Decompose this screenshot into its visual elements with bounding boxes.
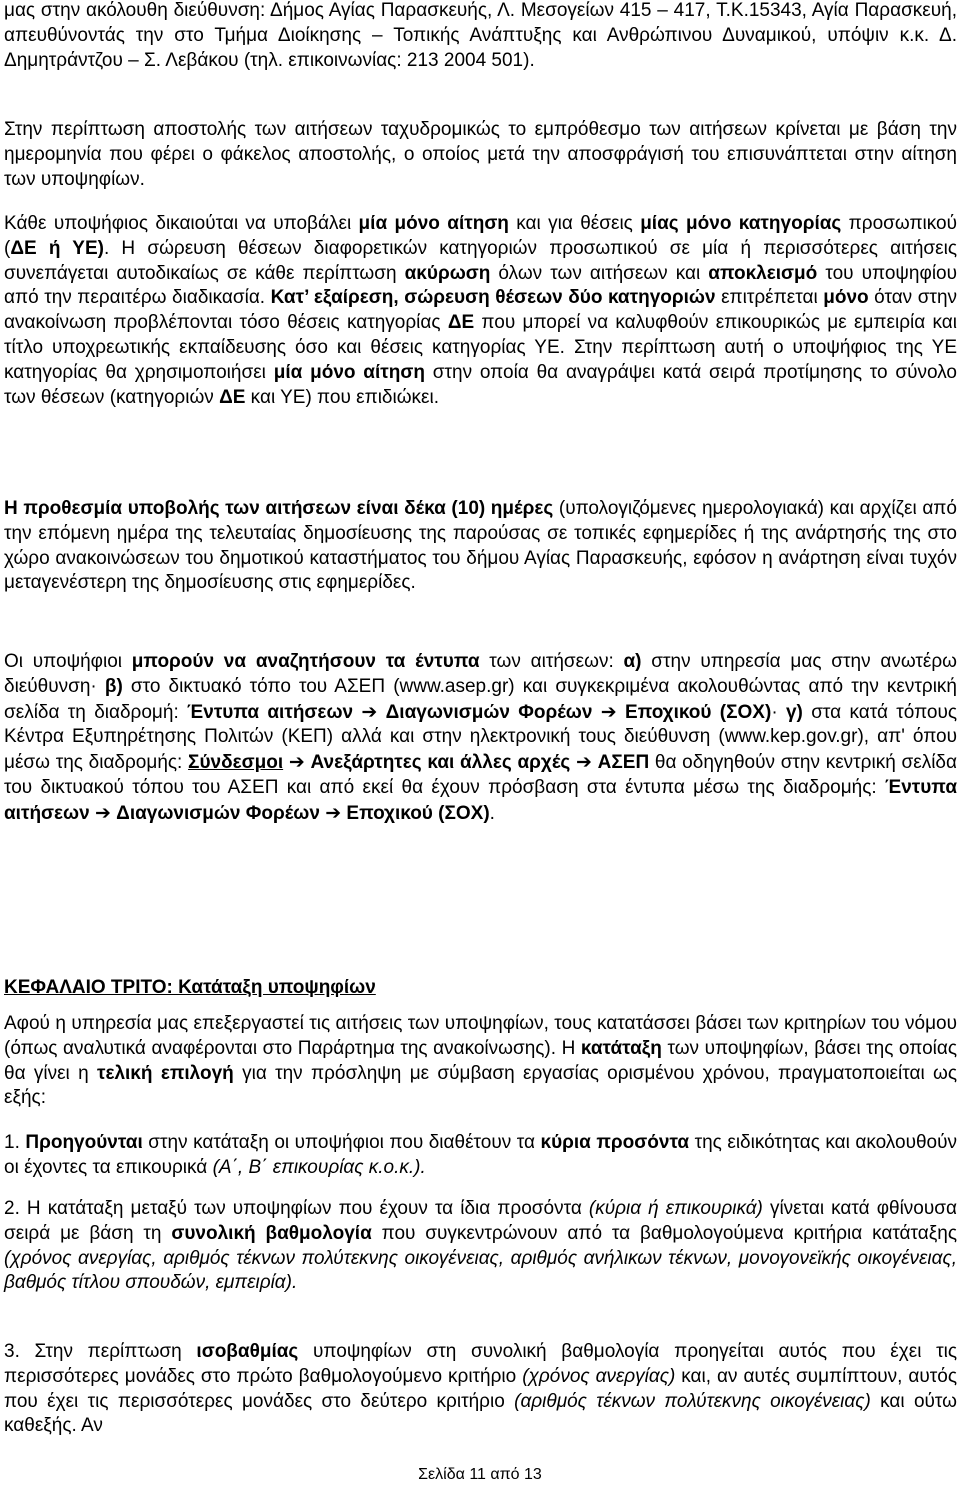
arrow-right-icon: ➔	[288, 751, 305, 774]
deadline-paragraph: Η προθεσμία υποβολής των αιτήσεων είναι δέκα (10) ημέρες (υπολογιζόμενες ημερολογιακά) και αρχίζει από την επόμενη ημέρα της τελευταίας δημοσίευσης της παρούσας σε τοπικές εφημερίδες ή της ανάρτησής της στο χώρο ανακοινώσεων του δημοτικού καταστήματος του δήμου Αγίας Παρασκευής, εφόσον η ανάρτηση είναι τυχόν μεταγενέστερη της δημοσίευσης στις εφημερίδες.	[4, 498, 957, 594]
arrow-right-icon: ➔	[600, 700, 617, 723]
arrow-right-icon: ➔	[94, 801, 111, 824]
chapter-heading: ΚΕΦΑΛΑΙΟ ΤΡΙΤΟ: Κατάταξη υποψηφίων	[4, 977, 376, 998]
forms-paragraph: Οι υποψήφιοι μπορούν να αναζητήσουν τα έντυπα των αιτήσεων: α) στην υπηρεσία μας στην ανωτέρω διεύθυνση· β) στο δικτυακό τόπο του ΑΣΕΠ (www.asep.gr) και συγκεκριμένα ακολουθώντας από την κεντρική σελίδα τη διαδρομή: Έντυπα αιτήσεων ➔ Διαγωνισμών Φορέων ➔ Εποχικού (ΣΟΧ)· γ) στα κατά τόπους Κέντρα Εξυπηρέτησης Πολιτών (ΚΕΠ) αλλά και στην ηλεκτρονική τους διεύθυνση (www.kep.gov.gr), απ' όπου μέσω της διαδρομής: Σύνδεσμοι ➔ Ανεξάρτητες και άλλες αρχές ➔ ΑΣΕΠ θα οδηγηθούν στην κεντρική σελίδα του δικτυακού τόπου του ΑΣΕΠ και από εκεί θα έχουν πρόσβαση στα έντυπα μέσω της διαδρομής: Έντυπα αιτήσεων ➔ Διαγωνισμών Φορέων ➔ Εποχικού (ΣΟΧ).	[4, 651, 958, 824]
ranking-item-2: 2. Η κατάταξη μεταξύ των υποψηφίων που έχουν τα ίδια προσόντα (κύρια ή επικουρικά) γίνεται κατά φθίνουσα σειρά με βάση τη συνολική βαθμολογία που συγκεντρώνουν από τα βαθμολογούμενα κριτήρια κατάταξης (χρόνος ανεργίας, αριθμός τέκνων πολύτεκνης οικογένειας, αριθμός ανήλικων τέκνων, μονογονεϊκής οικογένειας, βαθμός τίτλου σπουδών, εμπειρία).	[4, 1198, 957, 1294]
arrow-right-icon: ➔	[361, 700, 378, 723]
address-paragraph: μας στην ακόλουθη διεύθυνση: Δήμος Αγίας Παρασκευής, Λ. Μεσογείων 415 – 417, Τ.Κ.15343, Αγία Παρασκευή, απευθύνοντάς την στο Τμήμα Διοίκησης – Τοπικής Ανάπτυξης και Ανθρώπινου Δυναμικού, υπόψιν κ.κ. Δ. Δημητράντζου – Σ. Λεβάκου (τηλ. επικοινωνίας: 213 2004 501).	[4, 0, 957, 71]
single-application-paragraph: Κάθε υποψήφιος δικαιούται να υποβάλει μία μόνο αίτηση και για θέσεις μίας μόνο κατηγορίας προσωπικού (ΔΕ ή ΥΕ). Η σώρευση θέσεων διαφορετικών κατηγοριών προσωπικού σε μία ή περισσότερες αιτήσεις συνεπάγεται αυτοδικαίως σε κάθε περίπτωση ακύρωση όλων των αιτήσεων και αποκλεισμό του υποψηφίου από την περαιτέρω διαδικασία. Κατ’ εξαίρεση, σώρευση θέσεων δύο κατηγοριών επιτρέπεται μόνο όταν στην ανακοίνωση προβλέπονται τόσο θέσεις κατηγορίας ΔΕ που μπορεί να καλυφθούν επικουρικώς με εμπειρία και τίτλο υποχρεωτικής εκπαίδευσης όσο και θέσεις κατηγορίας ΥΕ. Στην περίπτωση αυτή ο υποψήφιος της ΥΕ κατηγορίας θα χρησιμοποιήσει μία μόνο αίτηση στην οποία θα αναγράψει κατά σειρά προτίμησης το σύνολο των θέσεων (κατηγοριών ΔΕ και ΥΕ) που επιδιώκει.	[4, 213, 958, 408]
page-number: Σελίδα 11 από 13	[418, 1466, 542, 1483]
ranking-item-3: 3. Στην περίπτωση ισοβαθμίας υποψηφίων στη συνολική βαθμολογία προηγείται αυτός που έχει τις περισσότερες μονάδες στο πρώτο βαθμολογούμενο κριτήριο (χρόνος ανεργίας) και, αν αυτές συμπίπτουν, αυτός που έχει τις περισσότερες μονάδες στο δεύτερο κριτήριο (αριθμός τέκνων πολύτεκνης οικογένειας) και ούτω καθεξής. Αν	[4, 1341, 958, 1437]
arrow-right-icon: ➔	[325, 801, 342, 824]
arrow-right-icon: ➔	[576, 751, 592, 774]
ranking-intro-paragraph: Αφού η υπηρεσία μας επεξεργαστεί τις αιτήσεις των υποψηφίων, τους κατατάσσει βάσει των κριτηρίων του νόμου (όπως αναλυτικά αναφέρονται στο Παράρτημα της ανακοίνωσης). Η κατάταξη των υποψηφίων, βάσει της οποίας θα γίνει η τελική επιλογή για την πρόσληψη με σύμβαση εργασίας ορισμένου χρόνου, πραγματοποιείται ως εξής:	[4, 1013, 957, 1109]
ranking-item-1: 1. Προηγούνται στην κατάταξη οι υποψήφιοι που διαθέτουν τα κύρια προσόντα της ειδικότητας και ακολουθούν οι έχοντες τα επικουρικά (Α΄, Β΄ επικουρίας κ.ο.κ.).	[4, 1132, 958, 1178]
postal-paragraph: Στην περίπτωση αποστολής των αιτήσεων ταχυδρομικώς το εμπρόθεσμο των αιτήσεων κρίνεται με βάση την ημερομηνία που φέρει ο φάκελος αποστολής, ο οποίος μετά την αποσφράγισή του επισυνάπτεται στην αίτηση των υποψηφίων.	[4, 119, 957, 190]
